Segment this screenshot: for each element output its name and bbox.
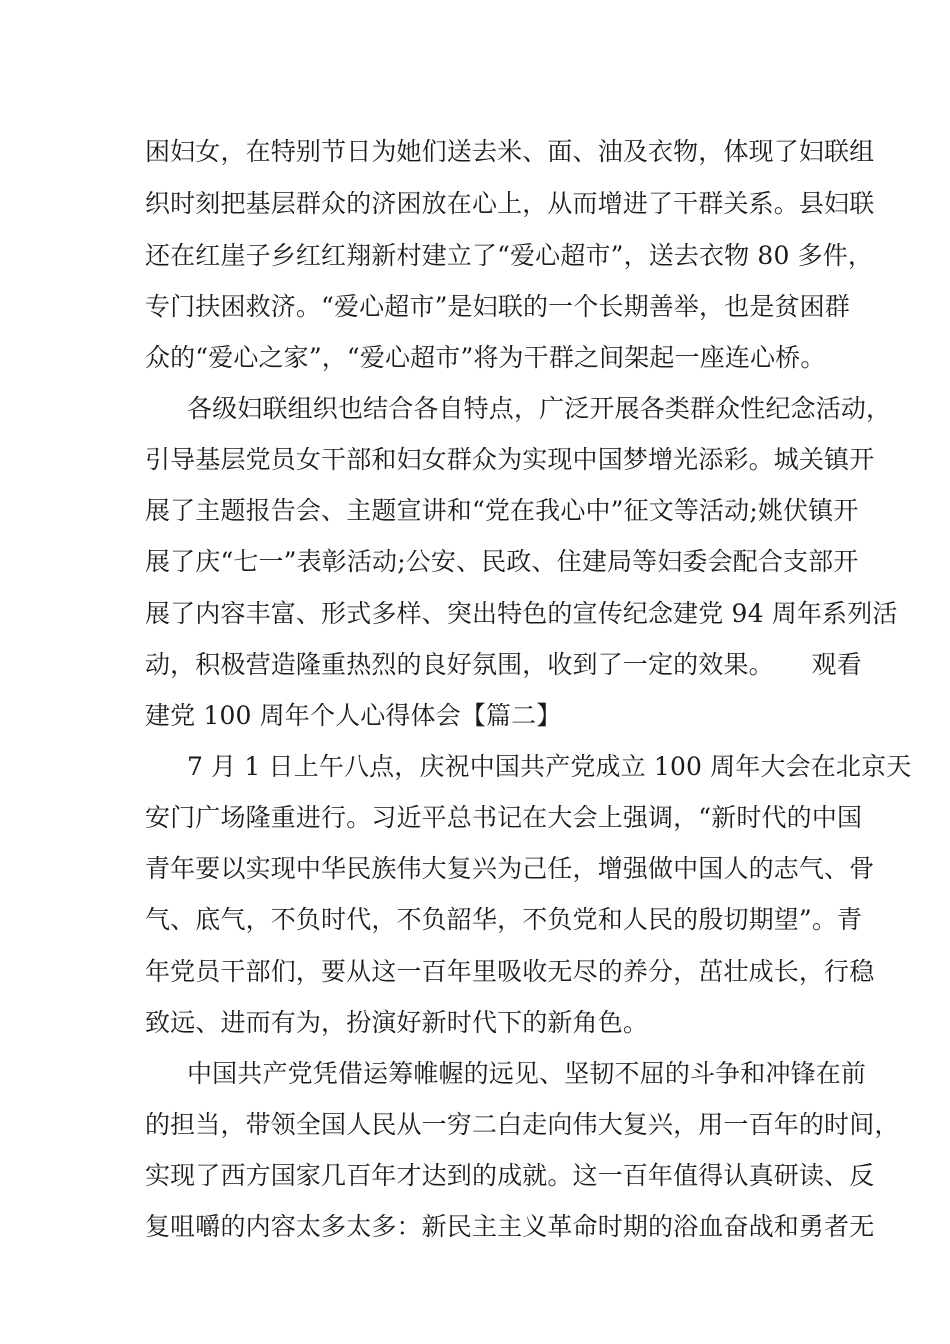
text-line: 困妇女，在特别节日为她们送去米、面、油及衣物，体现了妇联组: [145, 137, 875, 166]
text-line: 众的“爱心之家”，“爱心超市”将为干群之间架起一座连心桥。: [145, 343, 826, 372]
text-line: 实现了西方国家几百年才达到的成就。这一百年值得认真研读、反: [145, 1161, 875, 1190]
text-line: 还在红崖子乡红红翔新村建立了“爱心超市”，送去衣物 80 多件，: [145, 241, 874, 270]
paragraph-first-line: 各级妇联组织也结合各自特点，广泛开展各类群众性纪念活动，: [187, 394, 892, 423]
text-line: 引导基层党员女干部和妇女群众为实现中国梦增光添彩。城关镇开: [145, 445, 875, 474]
text-line: 致远、进而有为，扮演好新时代下的新角色。: [145, 1008, 649, 1037]
paragraph-first-line: 7 月 1 日上午八点，庆祝中国共产党成立 100 周年大会在北京天: [187, 752, 912, 781]
section-heading: 建党 100 周年个人心得体会【篇二】: [145, 701, 562, 730]
text-line: 的担当，带领全国人民从一穷二白走向伟大复兴，用一百年的时间，: [145, 1110, 900, 1139]
text-line: 气、底气，不负时代，不负韶华，不负党和人民的殷切期望”。青: [145, 905, 863, 934]
text-line: 展了内容丰富、形式多样、突出特色的宣传纪念建党 94 周年系列活: [145, 599, 898, 628]
paragraph-first-line: 中国共产党凭借运筹帷幄的远见、坚韧不屈的斗争和冲锋在前: [187, 1059, 867, 1088]
text-line: 展了庆“七一”表彰活动;公安、民政、住建局等妇委会配合支部开: [145, 547, 859, 576]
text-line: 动，积极营造隆重热烈的良好氛围，收到了一定的效果。 观看: [145, 650, 862, 679]
text-line: 青年要以实现中华民族伟大复兴为己任，增强做中国人的志气、骨: [145, 854, 875, 883]
text-line: 年党员干部们，要从这一百年里吸收无尽的养分，茁壮成长，行稳: [145, 957, 875, 986]
text-line: 安门广场隆重进行。习近平总书记在大会上强调，“新时代的中国: [145, 803, 863, 832]
text-line: 展了主题报告会、主题宣讲和“党在我心中”征文等活动;姚伏镇开: [145, 496, 859, 525]
text-line: 复咀嚼的内容太多太多：新民主主义革命时期的浴血奋战和勇者无: [145, 1212, 875, 1241]
text-line: 专门扶困救济。“爱心超市”是妇联的一个长期善举，也是贫困群: [145, 292, 850, 321]
text-line: 织时刻把基层群众的济困放在心上，从而增进了干群关系。县妇联: [145, 189, 875, 218]
